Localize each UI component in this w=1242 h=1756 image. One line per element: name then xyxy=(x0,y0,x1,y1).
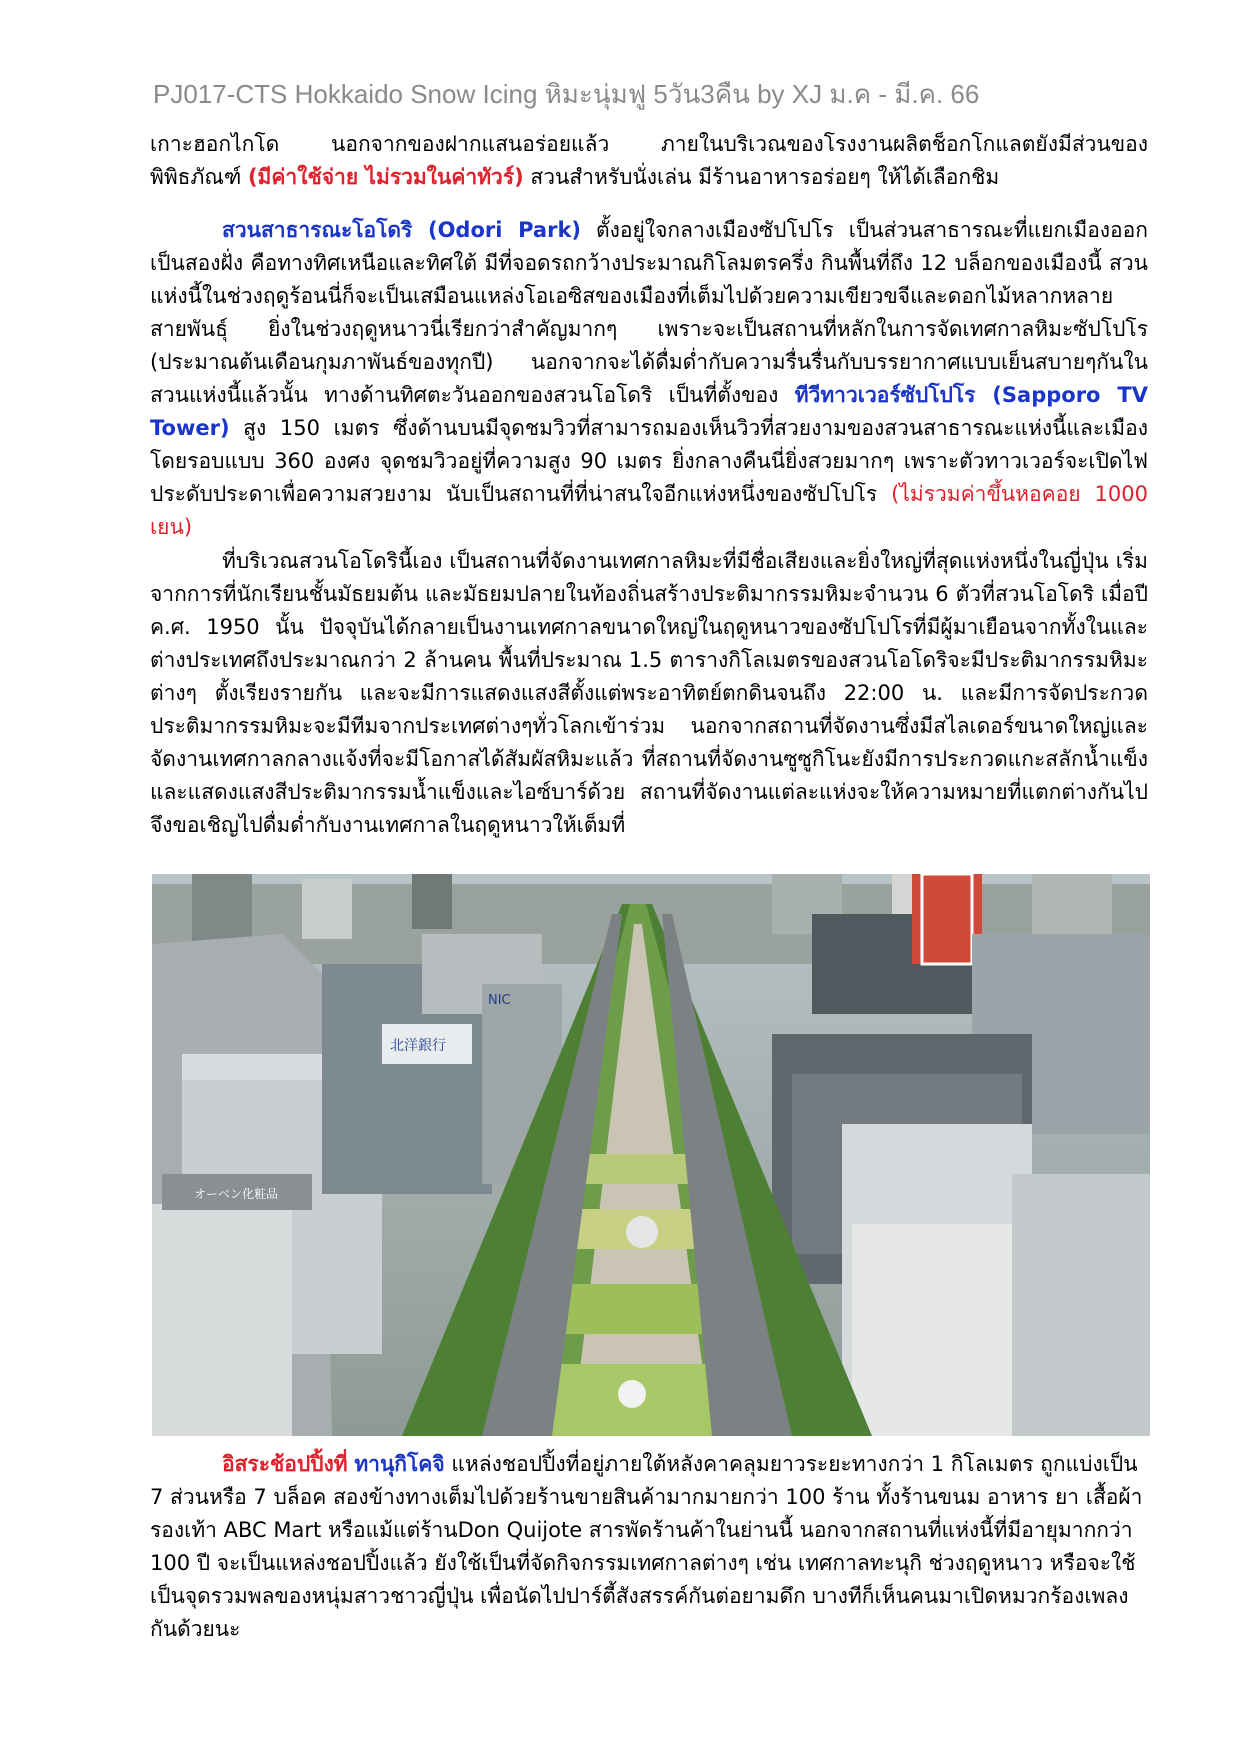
nic-sign: NIC xyxy=(488,993,511,1008)
bank-sign: 北洋銀行 xyxy=(390,1038,446,1054)
intro-paragraph xyxy=(150,128,1148,194)
odori-park-title: สวนสาธารณะโอโดริ (Odori Park) xyxy=(222,218,582,242)
tv-tower-title: ทีวีทาวเวอร์ซัปโปโร (Sapporo TV Tower) xyxy=(150,383,1148,440)
tower-fee-note: (ไม่รวมค่าขึ้นหอคอย 1000 เยน) xyxy=(150,482,1148,539)
cosmetics-sign: オーベン化粧品 xyxy=(194,1187,279,1201)
tanuki-title-name: ทานุกิโคจิ xyxy=(354,1452,445,1476)
tanuki-text: แหล่งชอปปิ้งที่อยู่ภายใต้หลังคาคลุมยาวระยะทางกว่า 1 กิโลเมตร ถูกแบ่งเป็น 7 ส่วนหรือ 7 บล็อค สองข้างทางเต็มไปด้วยร้านขายสินค้ามากมายกว่า 100 ร้าน ทั้งร้านขนม อาหาร ยา เสื้อผ้า รองเท้า ABC Mart หรือแม้แต่ร้านDon Quijote สารพัดร้านค้าในย่านนี้ นอกจากสถานที่แห่งนี้ที่มีอายุมากกว่า 100 ปี จะเป็นแหล่งชอปปิ้งแล้ว ยังใช้เป็นที่จัดกิจกรรมเทศกาลต่างๆ เช่น เทศกาลทะนุกิ ช่วงฤดูหนาว หรือจะใช้เป็นจุดรวมพลของหนุ่มสาวชาวญี่ปุ่น เพื่อนัดไปปาร์ตี้สังสรรค์กันต่อยามดึก บางทีก็เห็นคนมาเปิดหมวกร้องเพลงกันด้วยนะ xyxy=(150,1452,1143,1641)
tanuki-title-prefix: อิสระช้อปปิ้งที่ xyxy=(222,1452,348,1476)
snow-festival-paragraph: ที่บริเวณสวนโอโดรินี้เอง เป็นสถานที่จัดงานเทศกาลหิมะที่มีชื่อเสียงและยิ่งใหญ่ที่สุดแห่งหนึ่งในญี่ปุ่น เริ่มจากการที่นักเรียนชั้นมัธยมต้น และมัธยมปลายในท้องถิ่นสร้างประติมากรรมหิมะจำนวน 6 ตัวที่สวนโอโดริ เมื่อปี ค.ศ. 1950 นั้น ปัจจุบันได้กลายเป็นงานเทศกาลขนาดใหญ่ในฤดูหนาวของซัปโปโรที่มีผู้มาเยือนจากทั้งในและต่างประเทศถึงประมาณกว่า 2 ล้านคน พื้นที่ประมาณ 1.5 ตารางกิโลเมตรของสวนโอโดริจะมีประติมากรรมหิมะต่างๆ ตั้งเรียงรายกัน และจะมีการแสดงแสงสีตั้งแต่พระอาทิตย์ตกดินจนถึง 22:00 น. และมีการจัดประกวดประติมากรรมหิมะจะมีทีมจากประเทศต่างๆทั่วโลกเข้าร่วม นอกจากสถานที่จัดงานซึ่งมีสไลเดอร์ขนาดใหญ่และจัดงานเทศกาลกลางแจ้งที่จะมีโอกาสได้สัมผัสหิมะแล้ว ที่สถานที่จัดงานซูซูกิโนะยังมีการประกวดแกะสลักน้ำแข็ง และแสดงแสงสีประติมากรรมน้ำแข็งและไอซ์บาร์ด้วย สถานที่จัดงานแต่ละแห่งจะให้ความหมายที่แตกต่างกันไป จึงขอเชิญไปดื่มด่ำกับงานเทศกาลในฤดูหนาวให้เต็มที่ xyxy=(150,549,1148,837)
odori-park-text: ตั้งอยู่ใจกลางเมืองซัปโปโร เป็นส่วนสาธารณะที่แยกเมืองออกเป็นสองฝั่ง คือทางทิศเหนือและทิศใต้ มีที่จอดรถกว้างประมาณกิโลมตรครึ่ง กินพื้นที่ถึง 12 บล็อกของเมืองนี้ สวนแห่งนี้ในช่วงฤดูร้อนนี่ก็จะเป็นเสมือนแหล่งโอเอซิสของเมืองที่เต็มไปด้วยความเขียวขจีและดอกไม้หลากหลายสายพันธุ์ ยิ่งในช่วงฤดูหนาวนี่เรียกว่าสำคัญมากๆ เพราะจะเป็นสถานที่หลักในการจัดเทศกาลหิมะซัปโปโร (ประมาณต้นเดือนกุมภาพันธ์ของทุกปี) นอกจากจะได้ดื่มด่ำกับความรื่นรื่นกับบรรยากาศแบบเย็นสบายๆกันในสวนแห่งนี้แล้วนั้น ทางด้านทิศตะวันออกของสวนโอโดริ เป็นที่ตั้งของ xyxy=(150,218,1148,407)
odori-park-paragraph xyxy=(150,214,1148,544)
intro-cost-note: (มีค่าใช้จ่าย ไม่รวมในค่าทัวร์) xyxy=(247,165,524,189)
odori-park-aerial-photo xyxy=(152,874,1150,1436)
page-header: PJ017-CTS Hokkaido Snow Icing หิมะนุ่มฟู 5วัน3คืน by XJ ม.ค - มี.ค. 66 xyxy=(153,79,980,109)
tanukikoji-paragraph xyxy=(150,1448,1148,1646)
intro-text: เกาะฮอกไกโด นอกจากของฝากแสนอร่อยแล้ว ภายในบริเวณของโรงงานผลิตช็อกโกแลตยังมีส่วนของพิพิธภัณฑ์ xyxy=(150,132,1148,189)
tv-tower-text: สูง 150 เมตร ซึ่งด้านบนมีจุดชมวิวที่สามารถมองเห็นวิวที่สวยงามของสวนสาธารณะแห่งนี้และเมือง โดยรอบแบบ 360 องศง จุดชมวิวอยู่ที่ความสูง 90 เมตร ยิ่งกลางคืนนี่ยิ่งสวยมากๆ เพราะตัวทาวเวอร์จะเปิดไฟประดับประดาเพื่อความสวยงาม นับเป็นสถานที่ที่น่าสนใจอีกแห่งหนึ่งของซัปโปโร xyxy=(150,416,1148,506)
intro-text-end: สวนสำหรับนั่งเล่น มีร้านอาหารอร่อยๆ ให้ได้เลือกชิม xyxy=(523,165,1000,189)
